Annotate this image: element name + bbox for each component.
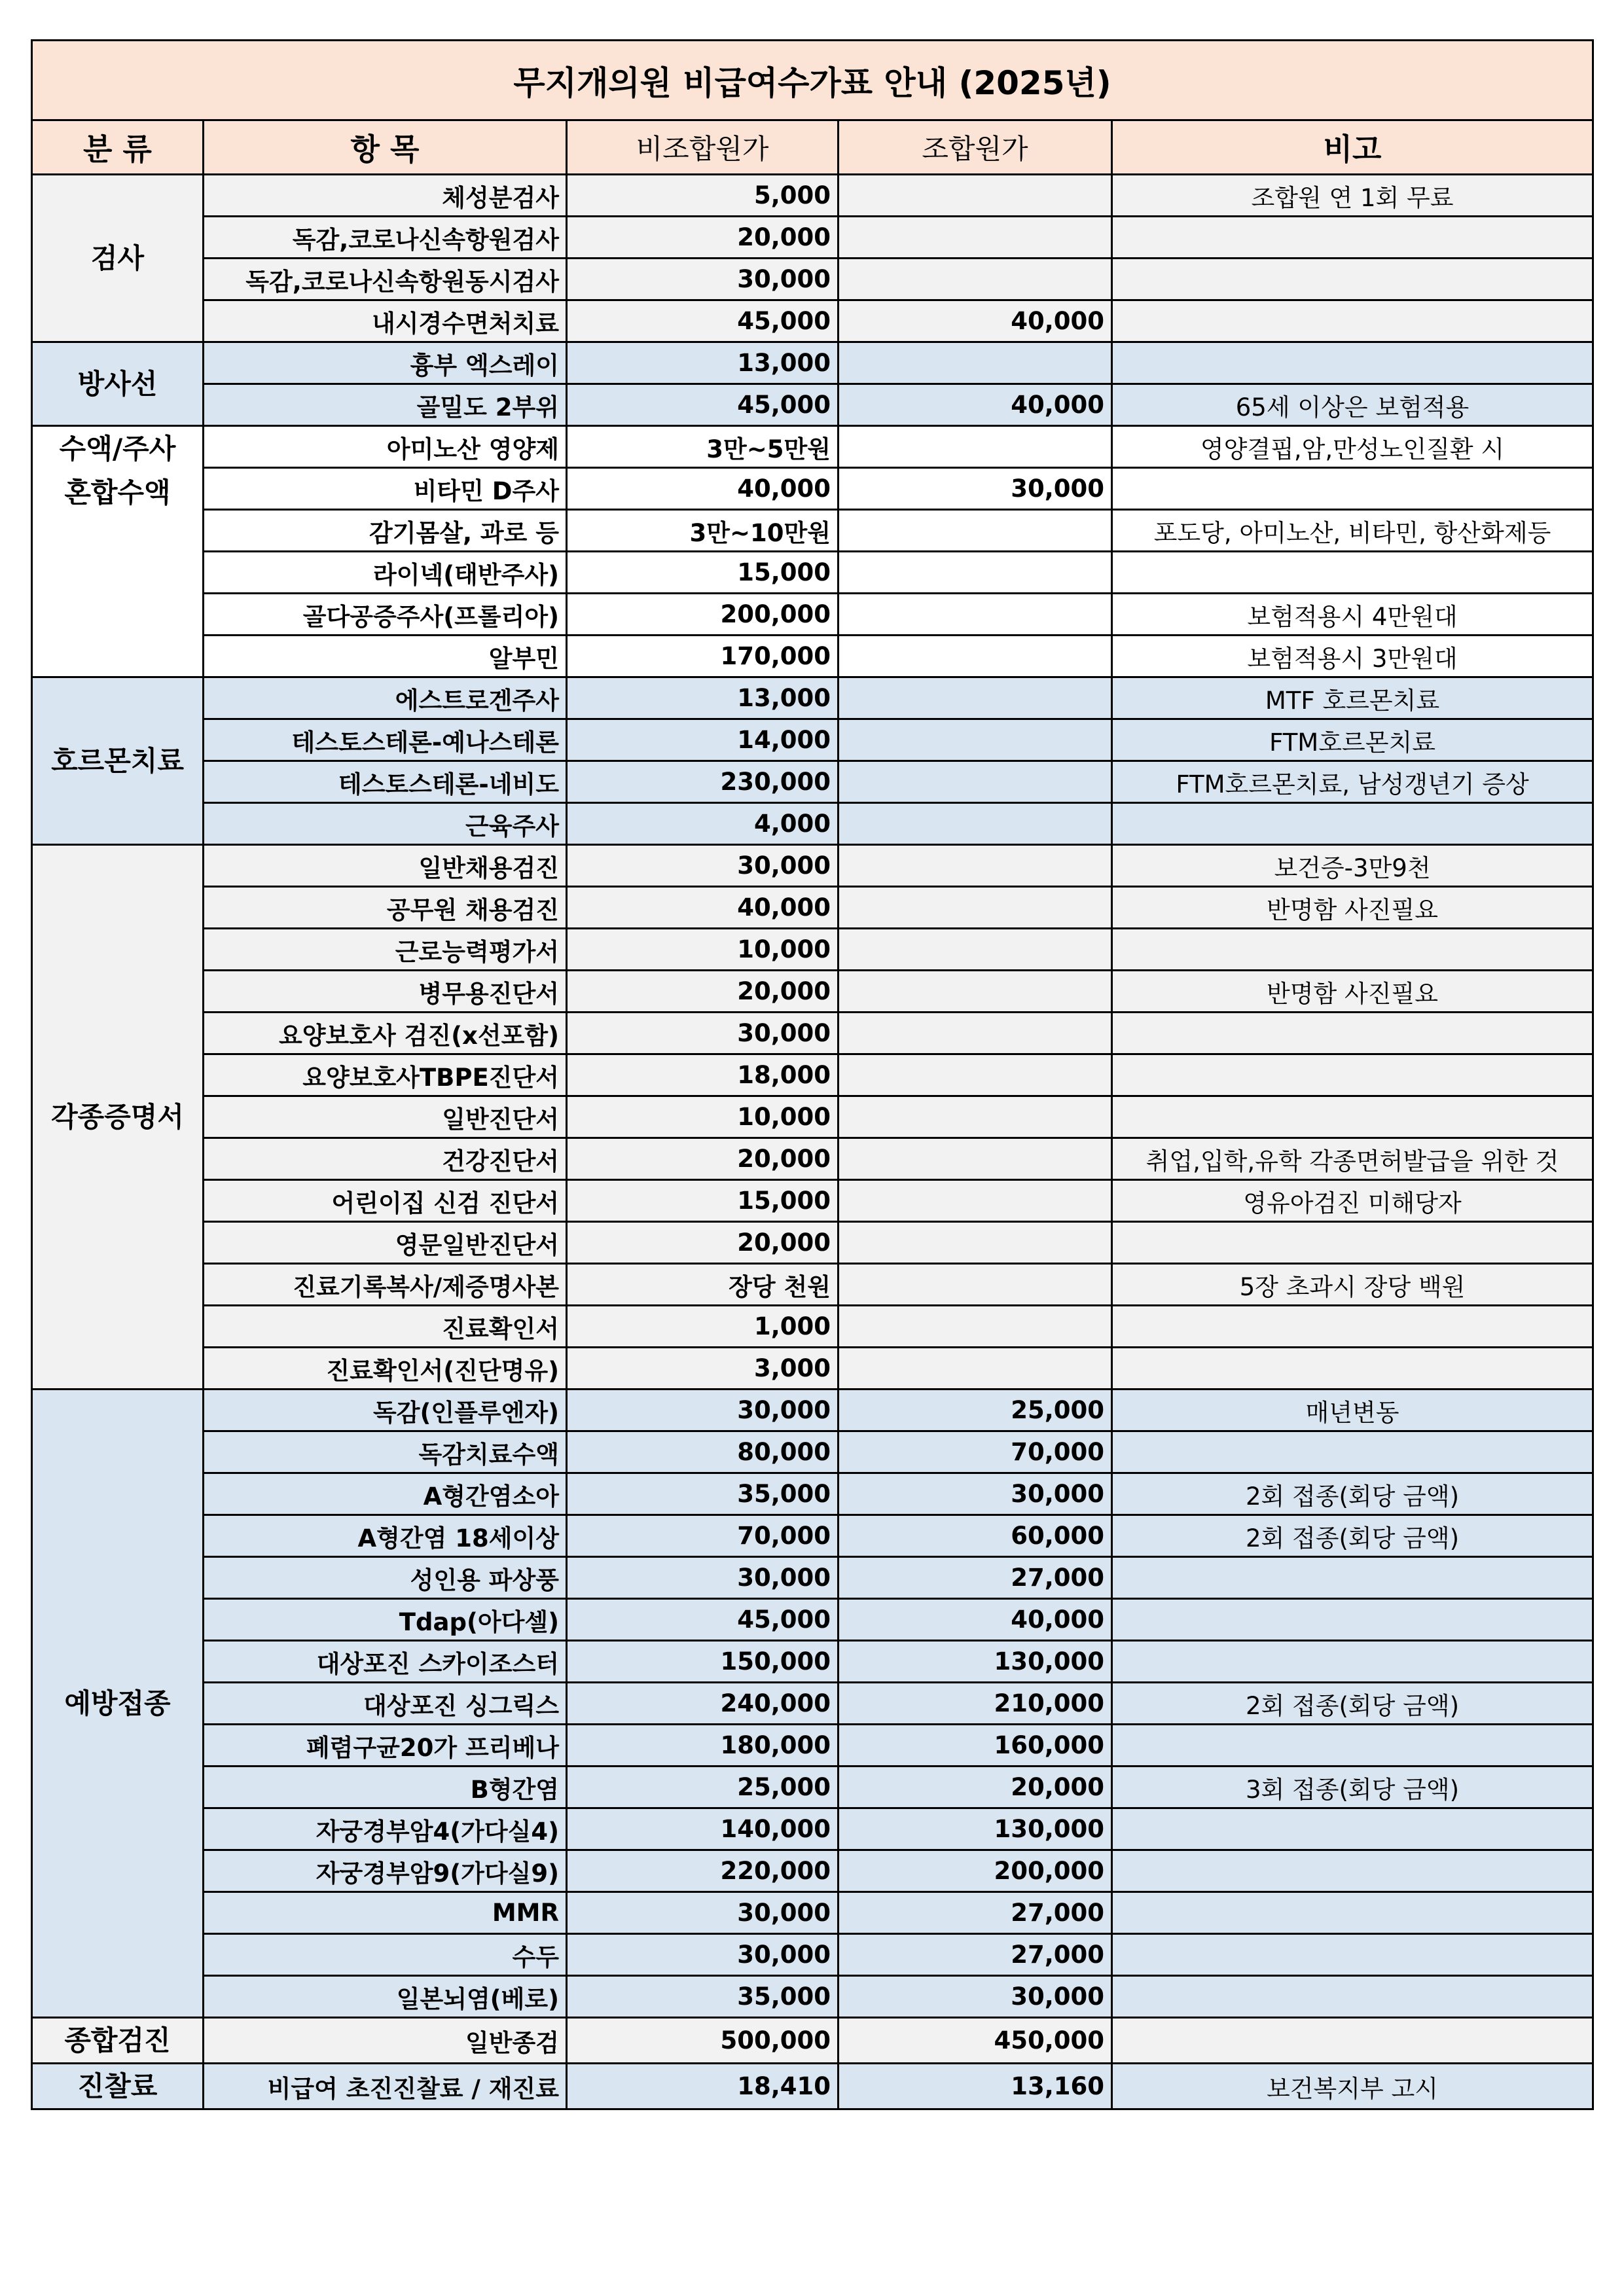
non-member-price-cell: 18,000: [567, 1054, 839, 1096]
item-cell: 성인용 파상풍: [204, 1557, 567, 1599]
item-cell: 공무원 채용검진: [204, 887, 567, 929]
category-label: 예방접종: [64, 1687, 171, 1719]
member-price-cell: 40,000: [839, 1599, 1112, 1641]
item-cell: 라이넥(태반주사): [204, 552, 567, 594]
non-member-price-cell: 30,000: [567, 1892, 839, 1934]
item-cell: 독감(인플루엔자): [204, 1390, 567, 1431]
table-row: [32, 468, 1593, 510]
non-member-price-cell: 3만~10만원: [567, 510, 839, 552]
fee-table-body: [32, 175, 1593, 2109]
remarks-cell: [1112, 1599, 1593, 1641]
remarks-cell: [1112, 1431, 1593, 1473]
item-cell: A형간염소아: [204, 1473, 567, 1515]
remarks-cell: 3회 접종(회당 금액): [1112, 1767, 1593, 1808]
member-price-cell: [839, 594, 1112, 636]
category-cell: [32, 2064, 204, 2109]
remarks-cell: [1112, 1348, 1593, 1390]
table-row: [32, 594, 1593, 636]
category-cell: [32, 1390, 204, 2018]
member-price-cell: 25,000: [839, 1390, 1112, 1431]
table-row: [32, 2018, 1593, 2064]
category-label: 수액/주사: [59, 433, 176, 465]
item-cell: 대상포진 싱그릭스: [204, 1683, 567, 1725]
non-member-price-cell: 30,000: [567, 1013, 839, 1054]
item-cell: 비급여 초진진찰료 / 재진료: [204, 2064, 567, 2109]
member-price-cell: [839, 1180, 1112, 1222]
item-cell: 독감,코로나신속항원검사: [204, 217, 567, 259]
non-member-price-cell: 15,000: [567, 1180, 839, 1222]
non-member-price-cell: 45,000: [567, 1599, 839, 1641]
member-price-cell: [839, 1138, 1112, 1180]
non-member-price-cell: 30,000: [567, 1390, 839, 1431]
non-member-price-cell: 500,000: [567, 2018, 839, 2064]
table-row: [32, 761, 1593, 803]
table-row: [32, 1306, 1593, 1348]
member-price-cell: 70,000: [839, 1431, 1112, 1473]
header-item: 항 목: [204, 120, 567, 175]
member-price-cell: [839, 929, 1112, 971]
member-price-cell: 40,000: [839, 300, 1112, 342]
category-cell: [32, 175, 204, 342]
item-cell: 진료확인서: [204, 1306, 567, 1348]
non-member-price-cell: 40,000: [567, 887, 839, 929]
member-price-cell: 30,000: [839, 1473, 1112, 1515]
member-price-cell: [839, 636, 1112, 677]
item-cell: 독감,코로나신속항원동시검사: [204, 259, 567, 300]
member-price-cell: [839, 761, 1112, 803]
non-member-price-cell: 30,000: [567, 259, 839, 300]
table-row: [32, 1222, 1593, 1264]
item-cell: 비타민 D주사: [204, 468, 567, 510]
table-row: [32, 1348, 1593, 1390]
item-cell: 내시경수면처치료: [204, 300, 567, 342]
non-member-price-cell: 장당 천원: [567, 1264, 839, 1306]
non-member-price-cell: 20,000: [567, 1222, 839, 1264]
item-cell: 체성분검사: [204, 175, 567, 217]
member-price-cell: [839, 1306, 1112, 1348]
member-price-cell: [839, 426, 1112, 468]
member-price-cell: 130,000: [839, 1641, 1112, 1683]
table-row: [32, 1096, 1593, 1138]
remarks-cell: 보험적용시 4만원대: [1112, 594, 1593, 636]
member-price-cell: [839, 677, 1112, 719]
non-member-price-cell: 1,000: [567, 1306, 839, 1348]
non-member-price-cell: 45,000: [567, 300, 839, 342]
remarks-cell: FTM호르몬치료: [1112, 719, 1593, 761]
item-cell: 일반진단서: [204, 1096, 567, 1138]
item-cell: 테스토스테론-네비도: [204, 761, 567, 803]
non-member-price-cell: 3만~5만원: [567, 426, 839, 468]
item-cell: 대상포진 스카이조스터: [204, 1641, 567, 1683]
item-cell: 어린이집 신검 진단서: [204, 1180, 567, 1222]
remarks-cell: [1112, 342, 1593, 384]
item-cell: 골밀도 2부위: [204, 384, 567, 426]
category-cell: [32, 2018, 204, 2064]
remarks-cell: 65세 이상은 보험적용: [1112, 384, 1593, 426]
header-member-price: 조합원가: [839, 120, 1112, 175]
item-cell: 근로능력평가서: [204, 929, 567, 971]
member-price-cell: [839, 1222, 1112, 1264]
non-member-price-cell: 30,000: [567, 845, 839, 887]
remarks-cell: 포도당, 아미노산, 비타민, 항산화제등: [1112, 510, 1593, 552]
member-price-cell: [839, 887, 1112, 929]
header-non-member-price: 비조합원가: [567, 120, 839, 175]
table-row: [32, 1264, 1593, 1306]
member-price-cell: [839, 1054, 1112, 1096]
member-price-cell: [839, 803, 1112, 845]
table-row: [32, 1892, 1593, 1934]
non-member-price-cell: 10,000: [567, 1096, 839, 1138]
item-cell: 건강진단서: [204, 1138, 567, 1180]
table-row: [32, 1138, 1593, 1180]
table-row: [32, 1934, 1593, 1976]
table-row: [32, 217, 1593, 259]
category-cell: [32, 845, 204, 1390]
table-row: [32, 887, 1593, 929]
member-price-cell: [839, 259, 1112, 300]
item-cell: 에스트로겐주사: [204, 677, 567, 719]
member-price-cell: [839, 342, 1112, 384]
item-cell: 감기몸살, 과로 등: [204, 510, 567, 552]
item-cell: 근육주사: [204, 803, 567, 845]
table-row: [32, 175, 1593, 217]
remarks-cell: [1112, 1976, 1593, 2018]
remarks-cell: [1112, 1306, 1593, 1348]
member-price-cell: 130,000: [839, 1808, 1112, 1850]
table-row: [32, 1180, 1593, 1222]
remarks-cell: 영유아검진 미해당자: [1112, 1180, 1593, 1222]
non-member-price-cell: 10,000: [567, 929, 839, 971]
non-member-price-cell: 25,000: [567, 1767, 839, 1808]
table-row: [32, 1725, 1593, 1767]
table-row: [32, 384, 1593, 426]
member-price-cell: 20,000: [839, 1767, 1112, 1808]
table-row: [32, 803, 1593, 845]
non-member-price-cell: 220,000: [567, 1850, 839, 1892]
table-row: [32, 1054, 1593, 1096]
remarks-cell: [1112, 300, 1593, 342]
non-member-price-cell: 200,000: [567, 594, 839, 636]
non-member-price-cell: 5,000: [567, 175, 839, 217]
non-member-price-cell: 30,000: [567, 1934, 839, 1976]
remarks-cell: [1112, 1557, 1593, 1599]
remarks-cell: 매년변동: [1112, 1390, 1593, 1431]
table-row: [32, 342, 1593, 384]
non-member-price-cell: 70,000: [567, 1515, 839, 1557]
remarks-cell: [1112, 1013, 1593, 1054]
remarks-cell: [1112, 929, 1593, 971]
table-row: [32, 1515, 1593, 1557]
non-member-price-cell: 240,000: [567, 1683, 839, 1725]
remarks-cell: [1112, 1892, 1593, 1934]
table-row: [32, 1808, 1593, 1850]
table-row: [32, 1473, 1593, 1515]
non-member-price-cell: 45,000: [567, 384, 839, 426]
non-member-price-cell: 15,000: [567, 552, 839, 594]
member-price-cell: [839, 719, 1112, 761]
table-row: [32, 1683, 1593, 1725]
table-row: [32, 1599, 1593, 1641]
table-row: [32, 1557, 1593, 1599]
non-member-price-cell: 4,000: [567, 803, 839, 845]
remarks-cell: 2회 접종(회당 금액): [1112, 1473, 1593, 1515]
non-member-price-cell: 170,000: [567, 636, 839, 677]
table-row: [32, 1850, 1593, 1892]
item-cell: 자궁경부암9(가다실9): [204, 1850, 567, 1892]
non-member-price-cell: 230,000: [567, 761, 839, 803]
table-row: [32, 1767, 1593, 1808]
remarks-cell: [1112, 1934, 1593, 1976]
non-member-price-cell: 20,000: [567, 217, 839, 259]
member-price-cell: [839, 1096, 1112, 1138]
member-price-cell: [839, 217, 1112, 259]
category-label: 진찰료: [77, 2070, 158, 2103]
member-price-cell: [839, 510, 1112, 552]
member-price-cell: [839, 1348, 1112, 1390]
member-price-cell: 30,000: [839, 468, 1112, 510]
table-row: [32, 426, 1593, 468]
remarks-cell: [1112, 552, 1593, 594]
remarks-cell: 5장 초과시 장당 백원: [1112, 1264, 1593, 1306]
table-row: [32, 1431, 1593, 1473]
remarks-cell: [1112, 803, 1593, 845]
table-row: [32, 845, 1593, 887]
non-member-price-cell: 40,000: [567, 468, 839, 510]
item-cell: B형간염: [204, 1767, 567, 1808]
remarks-cell: 2회 접종(회당 금액): [1112, 1683, 1593, 1725]
remarks-cell: 보건증-3만9천: [1112, 845, 1593, 887]
item-cell: 자궁경부암4(가다실4): [204, 1808, 567, 1850]
remarks-cell: [1112, 1725, 1593, 1767]
member-price-cell: 27,000: [839, 1892, 1112, 1934]
header-remarks: 비고: [1112, 120, 1593, 175]
member-price-cell: [839, 1264, 1112, 1306]
non-member-price-cell: 35,000: [567, 1473, 839, 1515]
remarks-cell: 영양결핍,암,만성노인질환 시: [1112, 426, 1593, 468]
category-label: 검사: [90, 242, 145, 274]
member-price-cell: [839, 971, 1112, 1013]
remarks-cell: [1112, 217, 1593, 259]
remarks-cell: [1112, 468, 1593, 510]
remarks-cell: 조합원 연 1회 무료: [1112, 175, 1593, 217]
table-row: [32, 929, 1593, 971]
item-cell: Tdap(아다셀): [204, 1599, 567, 1641]
member-price-cell: 30,000: [839, 1976, 1112, 2018]
table-row: [32, 552, 1593, 594]
item-cell: 테스토스테론-예나스테론: [204, 719, 567, 761]
category-cell: [32, 677, 204, 845]
non-member-price-cell: 30,000: [567, 1557, 839, 1599]
non-member-price-cell: 13,000: [567, 677, 839, 719]
remarks-cell: [1112, 1808, 1593, 1850]
item-cell: 수두: [204, 1934, 567, 1976]
table-row: [32, 971, 1593, 1013]
category-cell: [32, 342, 204, 426]
non-member-price-cell: 140,000: [567, 1808, 839, 1850]
item-cell: 아미노산 영양제: [204, 426, 567, 468]
member-price-cell: 60,000: [839, 1515, 1112, 1557]
member-price-cell: [839, 1013, 1112, 1054]
remarks-cell: [1112, 1096, 1593, 1138]
table-row: [32, 1641, 1593, 1683]
item-cell: 흉부 엑스레이: [204, 342, 567, 384]
page-title: 무지개의원 비급여수가표 안내 (2025년): [32, 41, 1593, 120]
table-row: [32, 719, 1593, 761]
remarks-cell: 반명함 사진필요: [1112, 971, 1593, 1013]
category-label: 종합검진: [64, 2024, 171, 2056]
table-row: [32, 677, 1593, 719]
category-label: 각종증명서: [51, 1100, 184, 1133]
item-cell: 일본뇌염(베로): [204, 1976, 567, 2018]
member-price-cell: 13,160: [839, 2064, 1112, 2109]
item-cell: 알부민: [204, 636, 567, 677]
category-label: 호르몬치료: [51, 744, 184, 777]
table-row: [32, 636, 1593, 677]
remarks-cell: MTF 호르몬치료: [1112, 677, 1593, 719]
remarks-cell: 2회 접종(회당 금액): [1112, 1515, 1593, 1557]
non-member-price-cell: 13,000: [567, 342, 839, 384]
item-cell: 일반종검: [204, 2018, 567, 2064]
non-member-price-cell: 20,000: [567, 1138, 839, 1180]
non-member-price-cell: 180,000: [567, 1725, 839, 1767]
table-row: [32, 259, 1593, 300]
non-member-price-cell: 80,000: [567, 1431, 839, 1473]
item-cell: 영문일반진단서: [204, 1222, 567, 1264]
member-price-cell: 200,000: [839, 1850, 1112, 1892]
remarks-cell: [1112, 2018, 1593, 2064]
table-row: [32, 1976, 1593, 2018]
item-cell: 진료확인서(진단명유): [204, 1348, 567, 1390]
remarks-cell: [1112, 259, 1593, 300]
item-cell: 골다공증주사(프롤리아): [204, 594, 567, 636]
non-member-price-cell: 20,000: [567, 971, 839, 1013]
item-cell: 폐렴구균20가 프리베나: [204, 1725, 567, 1767]
item-cell: 요양보호사TBPE진단서: [204, 1054, 567, 1096]
remarks-cell: FTM호르몬치료, 남성갱년기 증상: [1112, 761, 1593, 803]
member-price-cell: 450,000: [839, 2018, 1112, 2064]
remarks-cell: [1112, 1850, 1593, 1892]
item-cell: 독감치료수액: [204, 1431, 567, 1473]
table-row: [32, 1390, 1593, 1431]
member-price-cell: 160,000: [839, 1725, 1112, 1767]
category-label: 방사선: [77, 367, 158, 400]
non-member-price-cell: 14,000: [567, 719, 839, 761]
item-cell: A형간염 18세이상: [204, 1515, 567, 1557]
non-member-price-cell: 35,000: [567, 1976, 839, 2018]
category-label: 혼합수액: [64, 476, 171, 509]
item-cell: MMR: [204, 1892, 567, 1934]
non-member-price-cell: 18,410: [567, 2064, 839, 2109]
item-cell: 진료기록복사/제증명사본: [204, 1264, 567, 1306]
remarks-cell: 보건복지부 고시: [1112, 2064, 1593, 2109]
member-price-cell: [839, 552, 1112, 594]
table-row: [32, 300, 1593, 342]
fee-schedule-table: [31, 39, 1594, 2110]
category-cell: [32, 426, 204, 677]
remarks-cell: 반명함 사진필요: [1112, 887, 1593, 929]
member-price-cell: 27,000: [839, 1934, 1112, 1976]
item-cell: 요양보호사 검진(x선포함): [204, 1013, 567, 1054]
remarks-cell: [1112, 1641, 1593, 1683]
member-price-cell: [839, 175, 1112, 217]
member-price-cell: 27,000: [839, 1557, 1112, 1599]
remarks-cell: 보험적용시 3만원대: [1112, 636, 1593, 677]
member-price-cell: 40,000: [839, 384, 1112, 426]
remarks-cell: 취업,입학,유학 각종면허발급을 위한 것: [1112, 1138, 1593, 1180]
table-row: [32, 1013, 1593, 1054]
header-category: 분 류: [32, 120, 204, 175]
non-member-price-cell: 150,000: [567, 1641, 839, 1683]
non-member-price-cell: 3,000: [567, 1348, 839, 1390]
item-cell: 일반채용검진: [204, 845, 567, 887]
member-price-cell: [839, 845, 1112, 887]
remarks-cell: [1112, 1222, 1593, 1264]
remarks-cell: [1112, 1054, 1593, 1096]
table-row: [32, 2064, 1593, 2109]
item-cell: 병무용진단서: [204, 971, 567, 1013]
member-price-cell: 210,000: [839, 1683, 1112, 1725]
table-row: [32, 510, 1593, 552]
